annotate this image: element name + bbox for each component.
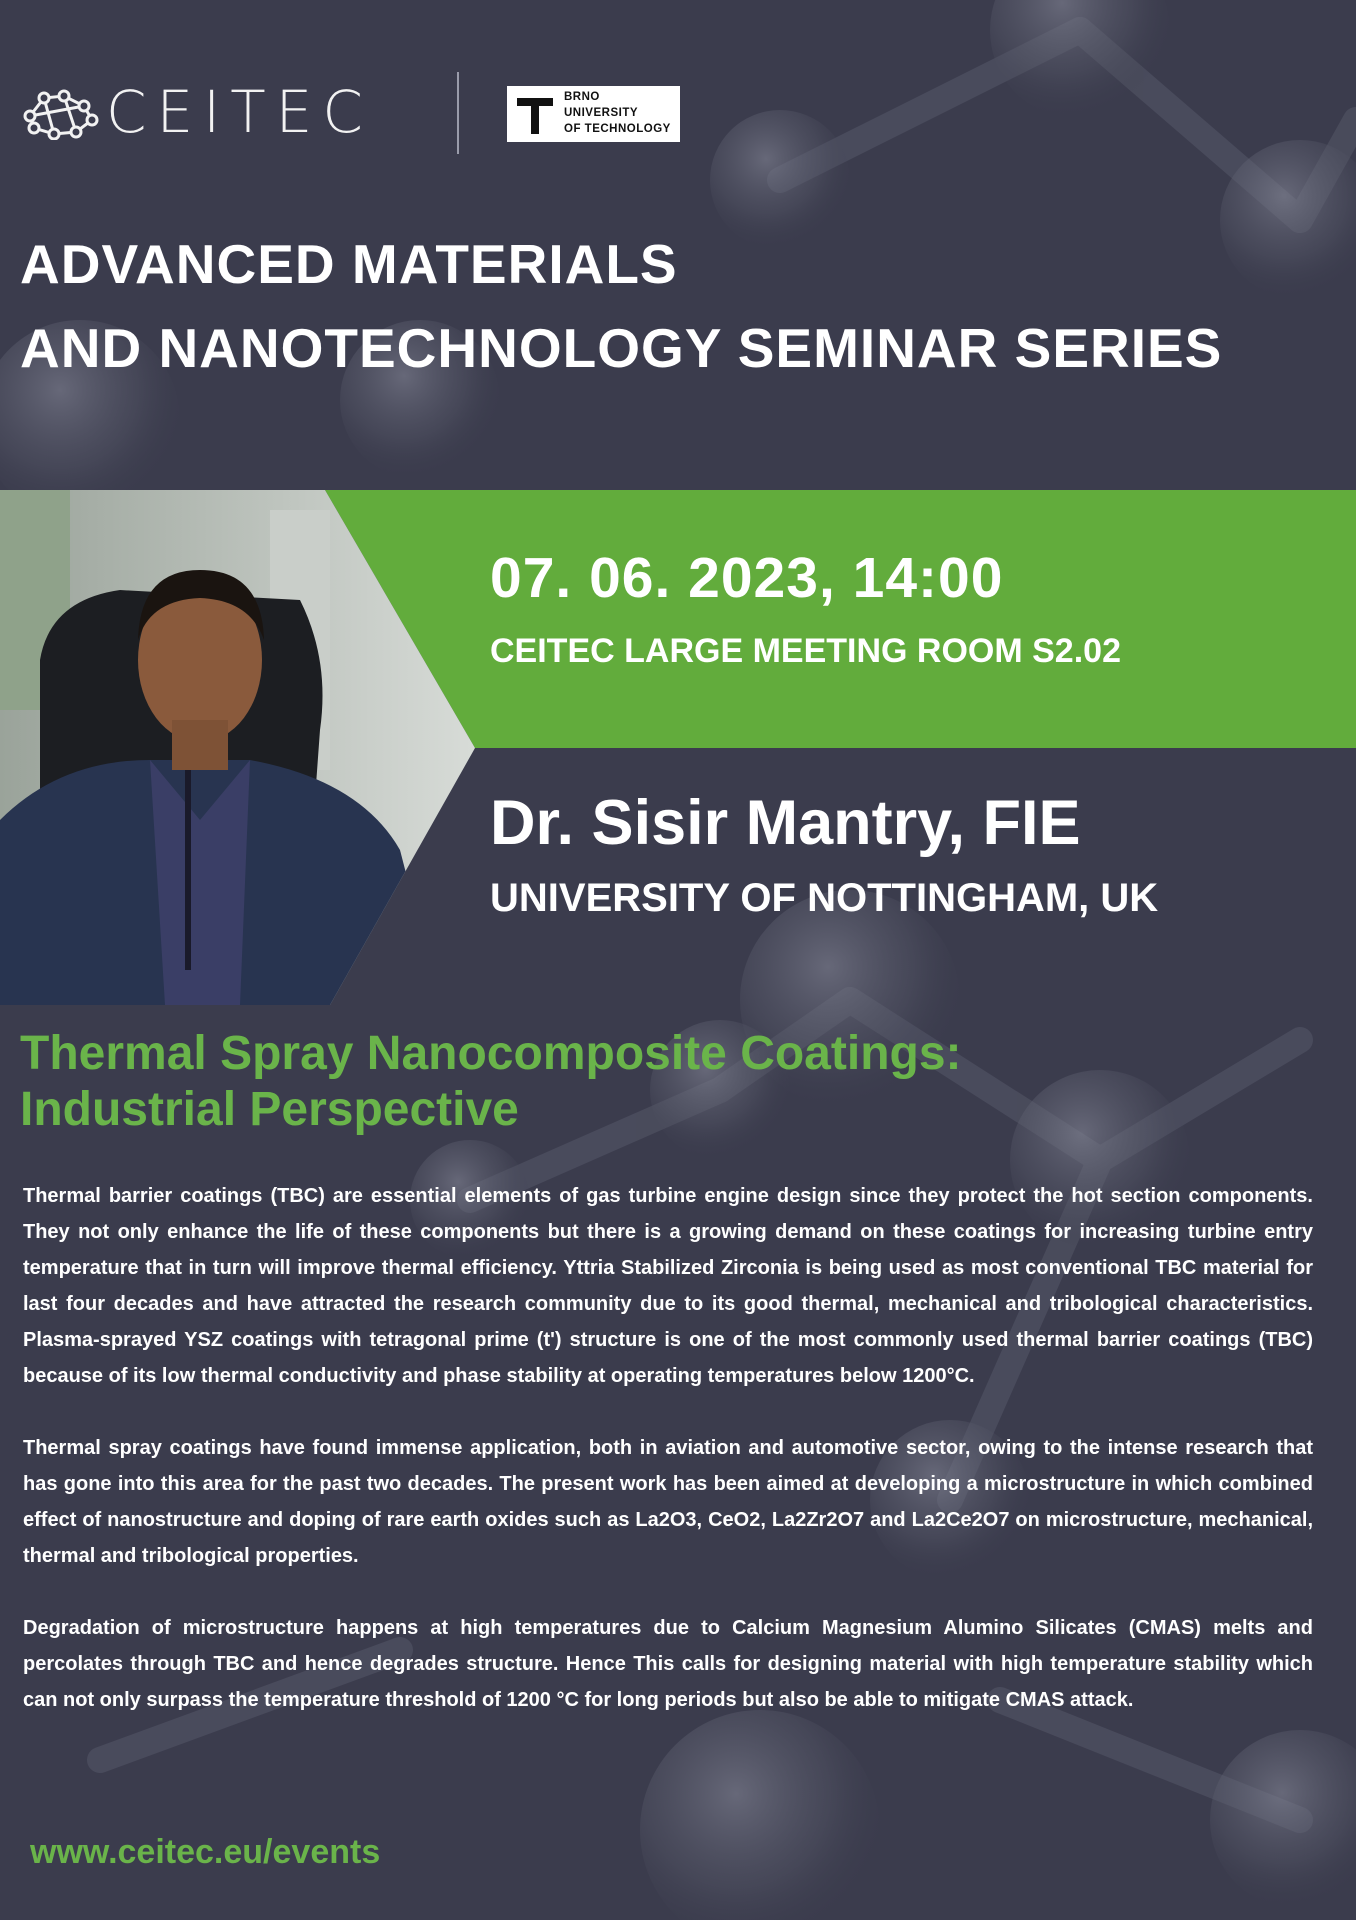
talk-title xyxy=(20,1026,1320,1138)
but-line-2: UNIVERSITY xyxy=(564,107,639,119)
event-room: CEITEC LARGE MEETING ROOM S2.02 xyxy=(490,632,1121,670)
but-line-1: BRNO xyxy=(564,91,600,103)
event-datetime: 07. 06. 2023, 14:00 xyxy=(490,546,1004,610)
series-title-line-2: AND NANOTECHNOLOGY SEMINAR SERIES xyxy=(20,317,1223,379)
but-logo-text xyxy=(564,89,671,137)
speaker-portrait xyxy=(0,490,480,1005)
but-line-3: OF TECHNOLOGY xyxy=(564,123,671,135)
talk-title-line-2: Industrial Perspective xyxy=(20,1083,519,1136)
series-title xyxy=(20,222,1350,390)
speaker-name: Dr. Sisir Mantry, FIE xyxy=(490,788,1081,858)
abstract-paragraph-2: Thermal spray coatings have found immense application, both in aviation and automotive sector, owing to the intense research that has gone into this area for the past two decades. The present work has been aimed at developing a microstructure in which combined effect of nanostructure and doping of rare earth oxides such as La2O3, CeO2, La2Zr2O7 and La2Ce2O7 on microstructure, mechanical, thermal and tribological properties. xyxy=(23,1437,1313,1567)
but-logo xyxy=(507,86,680,142)
talk-title-line-1: Thermal Spray Nanocomposite Coatings: xyxy=(20,1027,962,1080)
events-link[interactable]: www.ceitec.eu/events xyxy=(30,1833,381,1871)
abstract-paragraph-3: Degradation of microstructure happens at high temperatures due to Calcium Magnesium Alumino Silicates (CMAS) melts and percolates through TBC and hence degrades structure. Hence This calls for designing material with high temperature stability which can not only surpass the temperature threshold of 1200 °C for long periods but also be able to mitigate CMAS attack. xyxy=(23,1617,1313,1711)
series-title-line-1: ADVANCED MATERIALS xyxy=(20,233,678,295)
molecule-network-icon xyxy=(20,88,100,140)
abstract xyxy=(23,1178,1313,1754)
logo-divider xyxy=(457,72,459,154)
ceitec-logo-text: CEITEC xyxy=(106,78,373,146)
speaker-affiliation: UNIVERSITY OF NOTTINGHAM, UK xyxy=(490,876,1159,920)
abstract-paragraph-1: Thermal barrier coatings (TBC) are essential elements of gas turbine engine design since they protect the hot section components. They not only enhance the life of these components but there is a growing demand on these coatings for increasing turbine entry temperature that in turn will improve thermal efficiency. Yttria Stabilized Zirconia is being used as most conventional TBC material for last four decades and have attracted the research community due to its good thermal, mechanical and tribological characteristics. Plasma-sprayed YSZ coatings with tetragonal prime (t') structure is one of the most commonly used thermal barrier coatings (TBC) because of its low thermal conductivity and phase stability at operating temperatures below 1200°C. xyxy=(23,1185,1313,1387)
but-t-icon xyxy=(511,90,559,138)
